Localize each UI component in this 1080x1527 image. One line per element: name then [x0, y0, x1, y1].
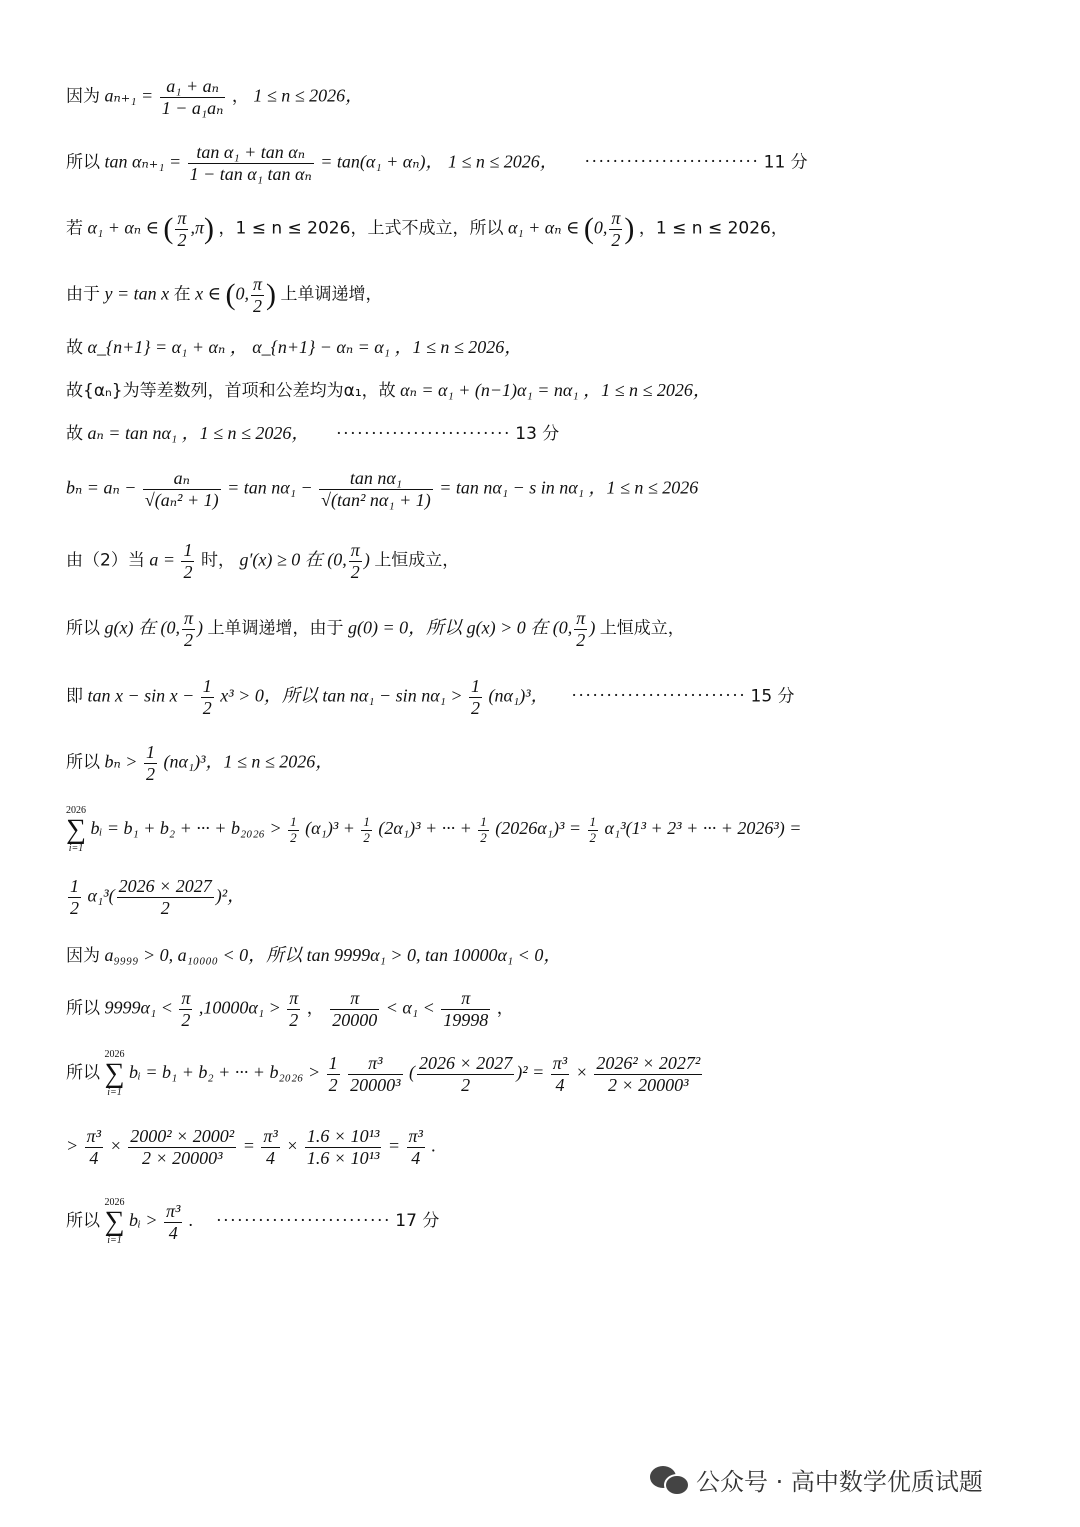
fraction: $\frac{\text{2000² × 2000²}}{\text{2 × 20000³}}$ [130, 1126, 235, 1168]
fraction: $\frac{\text{π³}}{4}$ [86, 1126, 102, 1168]
fraction: $\frac{\text{π³}}{4}$ [408, 1126, 423, 1168]
fraction: $\frac{1}{2}$ [471, 676, 481, 718]
math: a₉₉₉₉ > 0, a₁₀₀₀₀ < 0，所以 [104, 945, 303, 965]
score-label: 15 分 [750, 686, 795, 707]
solution-line-10: 所以 g(x) 在 (0, $\frac{\pi}{2}$ ) 上单调递增，由于 g(0) = 0，所以 g(x) > 0 在 (0, $\frac{\pi}{2}$ ) 上恒成立， [66, 608, 685, 650]
text: ，1 ≤ n ≤ 2026，上式不成立，所以 [218, 218, 504, 239]
math: bᵢ = b₁ + b₂ + ··· + b₂₀₂₆ > [90, 818, 282, 839]
math: (nα₁)³， [488, 685, 549, 706]
score-label: 13 分 [515, 424, 560, 444]
math: y = tan x [104, 283, 170, 304]
text: 故 [66, 424, 83, 444]
math: (nα₁)³，1 ≤ n ≤ 2026， [163, 751, 334, 772]
fraction: $\frac{\pi}{2}$ [252, 274, 262, 316]
fraction: $\frac{\text{π³}}{4}$ [263, 1126, 278, 1168]
math: α₁ + αₙ ∈ [87, 217, 159, 238]
math: = tan nα₁ − s in nα₁ ，1 ≤ n ≤ 2026 [439, 477, 699, 498]
text: 上单调递增， [280, 284, 383, 305]
solution-line-18 [66, 1126, 436, 1168]
text: 上恒成立， [374, 550, 460, 571]
text: 在 [173, 284, 191, 305]
text: 所以 [66, 1063, 100, 1084]
solution-line-7 [66, 424, 559, 443]
math: α₁³(1³ + 2³ + ··· + 2026³) = [604, 818, 802, 839]
math: . [431, 1135, 436, 1156]
score-dots: ························· [571, 685, 746, 706]
fraction: $\frac{1}{2}$ [480, 813, 487, 845]
math: ,10000α₁ > [198, 997, 281, 1018]
fraction: $\frac{\text{1.6 × 10¹³}}{\text{1.6 × 10¹³}}$ [306, 1126, 380, 1168]
text: ， [306, 998, 324, 1019]
solution-line-8 [66, 468, 698, 510]
math: tan x − sin x − [87, 685, 195, 706]
math: = tan(α₁ + αₙ)， [320, 151, 444, 172]
solution-line-9: 由（2）当 a = $\frac{1}{2}$ 时， g′(x) ≥ 0 在 (0, $\frac{\pi}{2}$ ) 上恒成立， [66, 540, 460, 582]
math: 1 ≤ n ≤ 2026， [448, 151, 558, 172]
fraction: $\frac{1}{2}$ [328, 1052, 338, 1095]
fraction: $\frac{\text{π³}}{4}$ [552, 1052, 568, 1095]
math: × [575, 1062, 588, 1083]
math: α_{n+1} − αₙ = α₁ ，1 ≤ n ≤ 2026， [252, 337, 523, 357]
solution-line-4: 由于 y = tan x 在 x ∈ (0, $\frac{\pi}{2}$ ) 上单调递增， [66, 274, 383, 316]
math: 9999α₁ < [104, 997, 173, 1018]
math: g(x) 在 [104, 617, 156, 638]
math: × [286, 1135, 299, 1156]
solution-line-3: 若 α₁ + αₙ ∈ ( $\frac{\pi}{2}$ ,π) ，1 ≤ n ≤ 2026，上式不成立，所以 α₁ + αₙ ∈ (0, $\frac{\pi}{2}$ ) ，1 ≤ n ≤ 2026， [66, 208, 788, 250]
fraction: $\frac{\pi}{2}$ [611, 208, 621, 250]
math: tan nα₁ − sin nα₁ > [322, 685, 463, 706]
math: bₙ > [104, 751, 138, 772]
score-dots: ························· [584, 151, 760, 172]
math: < α₁ < [385, 997, 435, 1018]
fraction: $\frac{\text{π³}}{\text{20000³}}$ [350, 1052, 401, 1095]
summation-symbol: 2026 ∑ i=1 [104, 1197, 125, 1246]
math: (2026α₁)³ = [495, 818, 582, 839]
solution-line-11 [66, 676, 795, 718]
fraction: $\frac{\pi}{2}$ [177, 208, 187, 250]
math: a = [149, 549, 175, 570]
text: 由于 [66, 284, 100, 305]
footer-text: 公众号 · 高中数学优质试题 [696, 1467, 983, 1496]
score-dots: ························· [215, 1210, 391, 1231]
summation-symbol: 2026 ∑ i=1 [104, 1049, 125, 1098]
math: (2α₁)³ + ··· + [378, 818, 472, 839]
fraction: $\frac{\pi}{2}$ [181, 988, 191, 1030]
solution-line-17 [66, 1050, 704, 1098]
score-dots: ························· [335, 423, 511, 443]
fraction: $\frac{1}{2}$ [363, 813, 370, 845]
math: > [66, 1135, 79, 1156]
math: bᵢ = b₁ + b₂ + ··· + b₂₀₂₆ > [129, 1062, 321, 1083]
math: = tan nα₁ − [227, 477, 313, 498]
fraction: $\frac{\pi}{2}$ [350, 540, 360, 582]
text: ， [231, 86, 249, 107]
fraction: $\frac{\text{2026² × 2027²}}{\text{2 × 20000³}}$ [596, 1052, 701, 1095]
text: 故 [66, 338, 83, 358]
text: 上单调递增，由于 [207, 618, 344, 639]
solution-line-2 [66, 142, 808, 184]
fraction: $\frac{1}{2}$ [202, 676, 212, 718]
math: bᵢ > [129, 1210, 158, 1231]
fraction: $\frac{\pi}{20000}$ [332, 988, 378, 1030]
text: 故{αₙ}为等差数列，首项和公差均为α₁，故 [66, 381, 396, 401]
fraction: $\frac{\pi}{2}$ [576, 608, 586, 650]
fraction: $\frac{2026 \times 2027}{2}$ [118, 876, 212, 918]
solution-line-16 [66, 988, 514, 1030]
footer-watermark [650, 1462, 983, 1496]
score-label: 17 分 [395, 1211, 440, 1232]
text: 因为 [66, 86, 100, 107]
math: tan αₙ₊₁ = [104, 151, 182, 172]
fraction: $\frac{2026 \times 2027}{2}$ [419, 1052, 513, 1095]
math: α₁³( [87, 885, 115, 906]
math: . [188, 1210, 194, 1231]
math: = [387, 1135, 401, 1156]
text: 因为 [66, 946, 100, 966]
math: aₙ = tan nα₁ ，1 ≤ n ≤ 2026， [87, 423, 310, 443]
text: 所以 [66, 618, 100, 639]
fraction: $\frac{1}{2}$ [70, 876, 79, 918]
math: g′(x) ≥ 0 在 [239, 549, 323, 570]
fraction: $\frac{\pi}{2}$ [183, 608, 194, 650]
fraction: $\frac{1}{2}$ [290, 813, 297, 845]
math: × [109, 1135, 122, 1156]
text: ， [496, 998, 514, 1019]
solution-line-15 [66, 946, 561, 965]
text: 所以 [66, 752, 100, 773]
fraction: $\frac{\text{a₁ + aₙ}}{\text{1 − a₁aₙ}}$ [161, 76, 224, 118]
score-label: 11 分 [763, 152, 808, 173]
text: 上恒成立， [599, 618, 685, 639]
solution-line-12 [66, 742, 333, 784]
math: ( [409, 1062, 416, 1083]
text: 所以 [66, 1211, 100, 1232]
solution-line-13 [66, 806, 801, 854]
fraction: $\frac{\text{tan nα₁}}{\text{√(tan² nα₁ + 1)}}$ [321, 468, 431, 510]
math: )² = [516, 1062, 545, 1083]
math: g(0) = 0，所以 [348, 617, 463, 638]
solution-line-1 [66, 76, 363, 118]
text: ，1 ≤ n ≤ 2026， [638, 218, 788, 239]
fraction: $\frac{\text{aₙ}}{\text{√(aₙ² + 1)}}$ [144, 468, 219, 510]
math: g(x) > 0 在 [466, 617, 549, 638]
math: α₁ + αₙ ∈ [507, 217, 580, 238]
math: bₙ = aₙ − [66, 477, 137, 498]
math: α_{n+1} = α₁ + αₙ ， [87, 337, 248, 357]
summation-symbol: 2026 ∑ i=1 [66, 805, 86, 854]
math: tan 9999α₁ > 0, tan 10000α₁ < 0， [306, 945, 562, 965]
fraction: $\frac{\pi}{19998}$ [443, 988, 489, 1030]
wechat-icon [650, 1464, 688, 1494]
text: 所以 [66, 152, 100, 173]
fraction: $\frac{1}{2}$ [145, 742, 155, 784]
solution-line-6 [66, 381, 711, 400]
fraction: $\frac{\text{tan α₁ + tan αₙ}}{\text{1 − tan α₁ tan αₙ}}$ [189, 142, 312, 184]
solution-line-14 [66, 876, 245, 918]
math: αₙ = α₁ + (n−1)α₁ = nα₁ ，1 ≤ n ≤ 2026， [400, 380, 711, 400]
math: (α₁)³ + [305, 818, 355, 839]
solution-line-5 [66, 338, 522, 357]
fraction: $\frac{1}{2}$ [589, 813, 597, 845]
fraction: $\frac{\pi}{2}$ [289, 988, 299, 1030]
math: x³ > 0，所以 [220, 685, 318, 706]
fraction: $\frac{1}{2}$ [183, 540, 193, 582]
math: 1 ≤ n ≤ 2026， [253, 85, 364, 106]
fraction: $\frac{\text{π³}}{4}$ [166, 1200, 181, 1243]
text: 若 [66, 218, 83, 239]
text: 所以 [66, 998, 100, 1019]
math: = [242, 1135, 255, 1156]
math: aₙ₊₁ = [104, 85, 154, 106]
text: 即 [66, 686, 83, 707]
math: x ∈ [195, 283, 221, 304]
solution-line-19 [66, 1198, 439, 1246]
math: )²， [215, 885, 246, 906]
text: 由（2）当 [66, 550, 145, 571]
text: 时， [200, 550, 235, 571]
